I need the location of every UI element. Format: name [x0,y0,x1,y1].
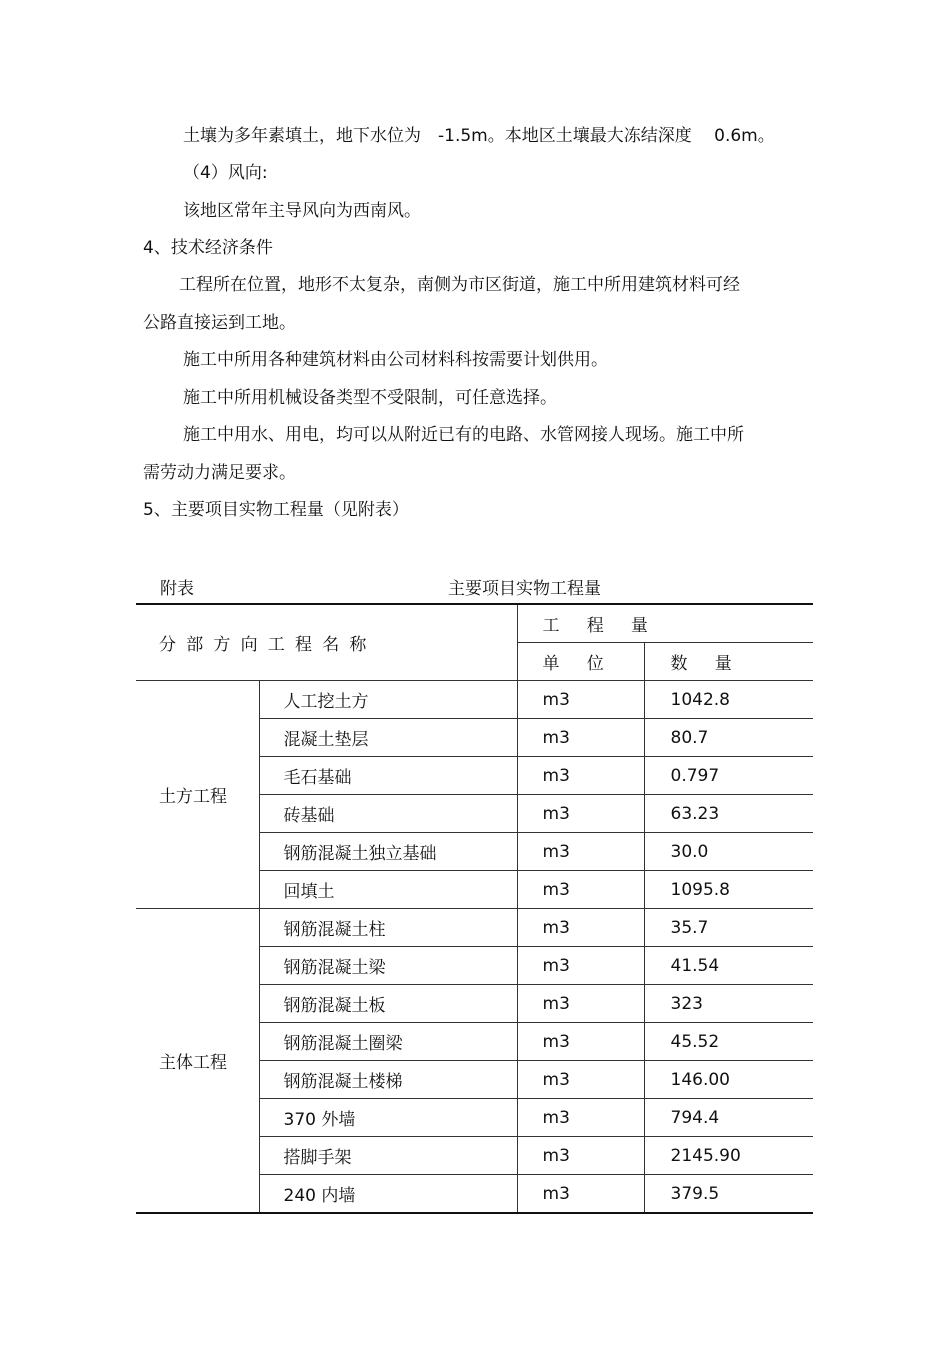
paragraph-wind-heading: （4）风向: [183,163,268,183]
section-heading-5: 5、主要项目实物工程量（见附表） [143,500,409,520]
item-unit: m3 [517,1175,644,1214]
item-name: 钢筋混凝土梁 [259,947,517,985]
paragraph-materials: 施工中所用各种建筑材料由公司材料科按需要计划供用。 [183,350,608,370]
table-row [136,909,813,947]
item-amount: 0.797 [644,757,813,795]
item-name: 钢筋混凝土柱 [259,909,517,947]
paragraph-soil: 土壤为多年素填土，地下水位为 -1.5m。本地区土壤最大冻结深度 0.6m。 [183,126,775,146]
paragraph-equipment: 施工中所用机械设备类型不受限制，可任意选择。 [183,388,557,408]
item-amount: 323 [644,985,813,1023]
item-amount: 1095.8 [644,871,813,909]
header-unit-text: 单位 [542,654,631,674]
item-name: 混凝土垫层 [259,719,517,757]
item-unit: m3 [517,1099,644,1137]
item-name: 搭脚手架 [259,1137,517,1175]
item-unit: m3 [517,985,644,1023]
item-amount: 379.5 [644,1175,813,1214]
item-name: 钢筋混凝土独立基础 [259,833,517,871]
item-name: 240 内墙 [259,1175,517,1214]
section-heading-4: 4、技术经济条件 [143,238,273,258]
item-unit: m3 [517,1061,644,1099]
item-amount: 1042.8 [644,681,813,719]
item-unit: m3 [517,795,644,833]
header-amount-text: 数量 [670,654,759,674]
item-unit: m3 [517,871,644,909]
item-amount: 80.7 [644,719,813,757]
header-amount [644,643,813,681]
item-amount: 63.23 [644,795,813,833]
item-unit: m3 [517,757,644,795]
paragraph-location-2: 公路直接运到工地。 [143,313,296,333]
item-name: 钢筋混凝土板 [259,985,517,1023]
header-project-name-text: 分部方向工程名称 [159,635,377,655]
item-unit: m3 [517,909,644,947]
group-name: 主体工程 [136,909,259,1214]
item-name: 钢筋混凝土楼梯 [259,1061,517,1099]
item-amount: 794.4 [644,1099,813,1137]
item-amount: 2145.90 [644,1137,813,1175]
item-unit: m3 [517,719,644,757]
item-name: 回填土 [259,871,517,909]
item-name: 人工挖土方 [259,681,517,719]
header-quantity-text: 工程量 [542,616,676,636]
table-caption-label: 附表 [160,579,194,599]
item-unit: m3 [517,833,644,871]
item-unit: m3 [517,947,644,985]
item-unit: m3 [517,1137,644,1175]
item-name: 毛石基础 [259,757,517,795]
header-quantity [517,604,813,643]
header-unit [517,643,644,681]
header-project-name [136,604,517,681]
item-amount: 41.54 [644,947,813,985]
group-name: 土方工程 [136,681,259,909]
item-name: 砖基础 [259,795,517,833]
table-row [136,681,813,719]
item-unit: m3 [517,681,644,719]
paragraph-wind: 该地区常年主导风向为西南风。 [183,201,421,221]
table-header-row [136,604,813,643]
item-amount: 146.00 [644,1061,813,1099]
item-amount: 35.7 [644,909,813,947]
item-name: 370 外墙 [259,1099,517,1137]
paragraph-utilities-1: 施工中用水、用电，均可以从附近已有的电路、水管网接人现场。施工中所 [183,425,744,445]
item-amount: 30.0 [644,833,813,871]
paragraph-location-1: 工程所在位置，地形不太复杂，南侧为市区街道，施工中所用建筑材料可经 [179,275,740,295]
item-unit: m3 [517,1023,644,1061]
item-amount: 45.52 [644,1023,813,1061]
paragraph-utilities-2: 需劳动力满足要求。 [143,463,296,483]
item-name: 钢筋混凝土圈梁 [259,1023,517,1061]
table-caption-title: 主要项目实物工程量 [448,579,601,599]
quantity-table [136,603,813,1214]
